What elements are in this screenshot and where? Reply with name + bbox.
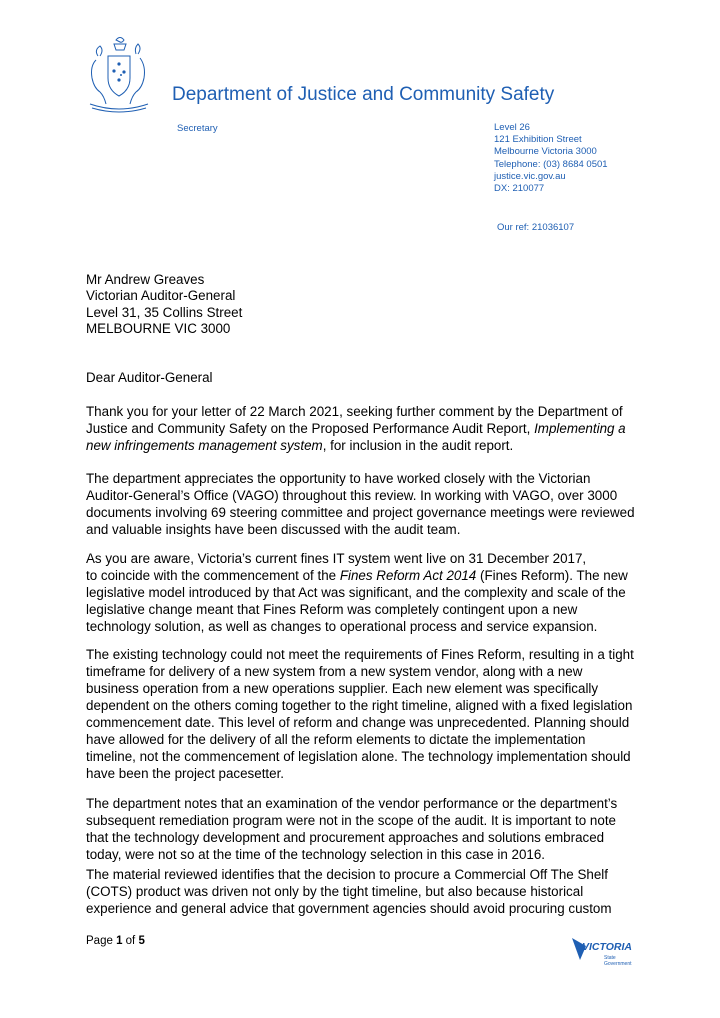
victoria-state-government-logo-icon — [570, 934, 640, 974]
logo-wordmark: VICTORIA — [582, 941, 632, 953]
address-line: Melbourne Victoria 3000 — [494, 146, 597, 158]
victoria-coat-of-arms-icon — [84, 34, 154, 114]
text-line: have allowed for the delivery of all the reform elements to dictate the implementation — [86, 732, 586, 747]
recipient-line: Level 31, 35 Collins Street — [86, 304, 243, 320]
page-current: 1 — [116, 935, 123, 947]
text-line: have been the project pacesetter. — [86, 766, 285, 781]
paragraph-6 — [86, 866, 612, 917]
report-title-italic: new infringements management system — [86, 438, 323, 453]
address-line: Telephone: (03) 8684 0501 — [494, 158, 608, 170]
text-line — [86, 420, 626, 437]
text-line: experience and general advice that government agencies should avoid procuring custom — [86, 901, 612, 916]
text-line: The material reviewed identifies that the decision to procure a Commercial Off The Shelf — [86, 867, 608, 882]
paragraph-4 — [86, 646, 634, 782]
text-line: dependent on the others coming together to the right timeline, aligned with a fixed legislation — [86, 698, 633, 713]
page-number — [86, 935, 145, 947]
text-line — [86, 567, 628, 584]
text-line: As you are aware, Victoria’s current fines IT system went live on 31 December 2017, — [86, 551, 587, 566]
text-line: subsequent remediation program were not in the scope of the audit. It is important to note — [86, 813, 616, 828]
logo-subtitle: State — [604, 955, 616, 961]
text-span: to coincide with the commencement of the — [86, 568, 340, 583]
recipient-line: Mr Andrew Greaves — [86, 272, 205, 287]
salutation: Dear Auditor-General — [86, 370, 213, 385]
act-title-italic: Fines Reform Act 2014 — [339, 568, 477, 583]
secretary-label: Secretary — [177, 123, 218, 134]
text-line: Thank you for your letter of 22 March 2021, seeking further comment by the Department of — [86, 404, 623, 419]
text-line: today, were not so at the time of the technology selection in this case in 2016. — [86, 847, 546, 862]
text-line: legislative change meant that Fines Reform was completely contingent upon a new — [86, 602, 578, 617]
text-line — [86, 437, 626, 454]
address-line: DX: 210077 — [494, 183, 545, 195]
page-prefix: Page — [86, 935, 117, 947]
text-line: business operation from a new operations supplier. Each new element was specifically — [86, 681, 599, 696]
sender-address — [494, 122, 608, 195]
address-line: justice.vic.gov.au — [494, 170, 566, 182]
text-line: technology solution, as well as changes to operational process and service expansion. — [86, 619, 598, 634]
text-line: that the technology development and procurement approaches and solutions embraced — [86, 830, 605, 845]
text-line: (COTS) product was driven not only by the tight timeline, but also because historical — [86, 884, 584, 899]
paragraph-5 — [86, 795, 617, 863]
page-of: of — [122, 935, 139, 947]
paragraph-1 — [86, 403, 626, 454]
text-line: Auditor-General’s Office (VAGO) throughout this review. In working with VAGO, over 3000 — [86, 488, 618, 503]
report-title-italic: Implementing a — [534, 421, 626, 436]
department-title: Department of Justice and Community Safety — [172, 84, 555, 105]
address-line: 121 Exhibition Street — [494, 134, 582, 146]
recipient-address — [86, 272, 242, 338]
text-span: Justice and Community Safety on the Proposed Performance Audit Report, — [86, 421, 535, 436]
text-line: documents involving 69 steering committee and project governance meetings were reviewed — [86, 505, 635, 520]
text-line: timeline, not the commencement of legislation alone. The technology implementation should — [86, 749, 631, 764]
text-line: commencement date. This level of reform and change was unprecedented. Planning should — [86, 715, 630, 730]
text-line: The existing technology could not meet the requirements of Fines Reform, resulting in a tight — [86, 647, 634, 662]
address-line: Level 26 — [494, 122, 530, 133]
text-line: legislative model introduced by that Act was significant, and the complexity and scale of the — [86, 585, 626, 600]
text-span: , for inclusion in the audit report. — [322, 438, 514, 453]
text-line: and valuable insights have been discussed with the audit team. — [86, 522, 461, 537]
recipient-line: Victorian Auditor-General — [86, 288, 236, 304]
text-line: The department appreciates the opportunity to have worked closely with the Victorian — [86, 471, 591, 486]
page-total: 5 — [138, 935, 145, 947]
text-span: (Fines Reform). The new — [476, 568, 628, 583]
paragraph-3 — [86, 550, 628, 635]
paragraph-2 — [86, 470, 635, 538]
our-reference: Our ref: 21036107 — [497, 222, 575, 233]
recipient-line: MELBOURNE VIC 3000 — [86, 321, 231, 337]
text-line: timeframe for delivery of a new system from a new system vendor, along with a new — [86, 664, 583, 679]
text-line: The department notes that an examination of the vendor performance or the department’s — [86, 796, 618, 811]
logo-subtitle: Government — [604, 961, 632, 967]
